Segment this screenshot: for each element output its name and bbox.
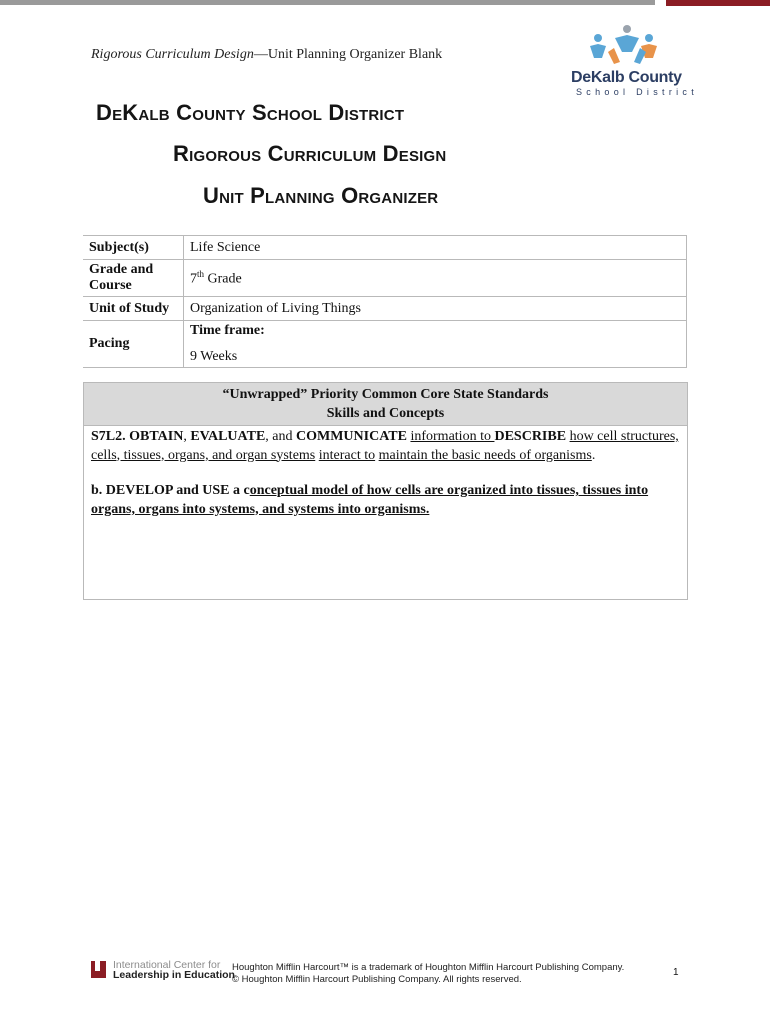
concept-maintain: maintain the basic needs of organisms xyxy=(378,447,592,463)
title-organizer: Unit Planning Organizer xyxy=(203,183,439,208)
top-gray-rule xyxy=(0,0,655,5)
text-fragment: . xyxy=(591,447,596,463)
top-accent-bar xyxy=(666,0,770,6)
running-header xyxy=(91,47,442,63)
standard-b-lead: b. DEVELOP and USE a c xyxy=(91,483,250,498)
concept-information: information to xyxy=(410,429,495,444)
standard-code: S7L2. OBTAIN xyxy=(91,429,184,444)
grade-number: 7 xyxy=(190,271,197,287)
footer-copyright: © Houghton Mifflin Harcourt Publishing Company. All rights reserved. xyxy=(232,974,522,985)
unit-row xyxy=(83,297,687,321)
grade-label: Grade and Course xyxy=(83,260,184,297)
subject-label: Subject(s) xyxy=(83,236,184,260)
text-fragment: , and xyxy=(265,429,296,444)
standard-s7l2 xyxy=(91,428,680,465)
footer-legal xyxy=(232,962,624,986)
standards-body xyxy=(84,426,687,519)
verb-communicate: COMMUNICATE xyxy=(296,429,407,444)
grade-word: Grade xyxy=(204,271,242,287)
verb-evaluate: EVALUATE xyxy=(190,429,266,444)
subject-value: Life Science xyxy=(184,236,687,260)
title-district: DeKalb County School District xyxy=(96,100,405,125)
unit-value: Organization of Living Things xyxy=(184,297,687,321)
footer-trademark: Houghton Mifflin Harcourt™ is a trademark of Houghton Mifflin Harcourt Publishing Company. xyxy=(232,962,625,973)
concept-interact: interact to xyxy=(318,447,376,463)
standards-heading-subtitle: Skills and Concepts xyxy=(326,406,445,421)
timeframe-label: Time frame: xyxy=(190,323,265,338)
text-fragment: , xyxy=(183,429,191,444)
standard-b-model: onceptual model of how cells are organized into tissues, tissues into organs, organs into systems, and systems into organisms. xyxy=(91,483,649,517)
page-number: 1 xyxy=(673,967,679,978)
district-logo-subtitle: School District xyxy=(576,87,699,97)
grade-suffix: th xyxy=(197,268,205,279)
pacing-value xyxy=(184,321,687,368)
title-curriculum: Rigorous Curriculum Design xyxy=(173,141,447,166)
unit-info-table xyxy=(83,235,687,368)
pacing-row xyxy=(83,321,687,368)
grade-row xyxy=(83,260,687,297)
concept-structures: how cell structures, cells, tissues, organs, and organ systems xyxy=(91,429,679,463)
grade-value xyxy=(184,260,687,297)
running-header-italic: Rigorous Curriculum Design xyxy=(91,47,254,62)
timeframe-value: 9 Weeks xyxy=(190,349,238,364)
footer-org-line1: International Center for xyxy=(113,959,221,971)
district-logo-name: DeKalb County xyxy=(571,69,682,86)
subject-row xyxy=(83,236,687,260)
verb-describe: DESCRIBE xyxy=(494,429,567,444)
icle-logo-icon xyxy=(91,961,106,978)
pacing-label: Pacing xyxy=(83,321,184,368)
unit-label: Unit of Study xyxy=(83,297,184,321)
footer-org-line2: Leadership in Education xyxy=(113,969,235,981)
standards-heading-title: “Unwrapped” Priority Common Core State Standards xyxy=(222,387,549,402)
standards-box xyxy=(83,382,688,600)
running-header-rest: —Unit Planning Organizer Blank xyxy=(253,47,443,62)
standards-header xyxy=(84,383,687,426)
standard-b xyxy=(91,482,680,519)
